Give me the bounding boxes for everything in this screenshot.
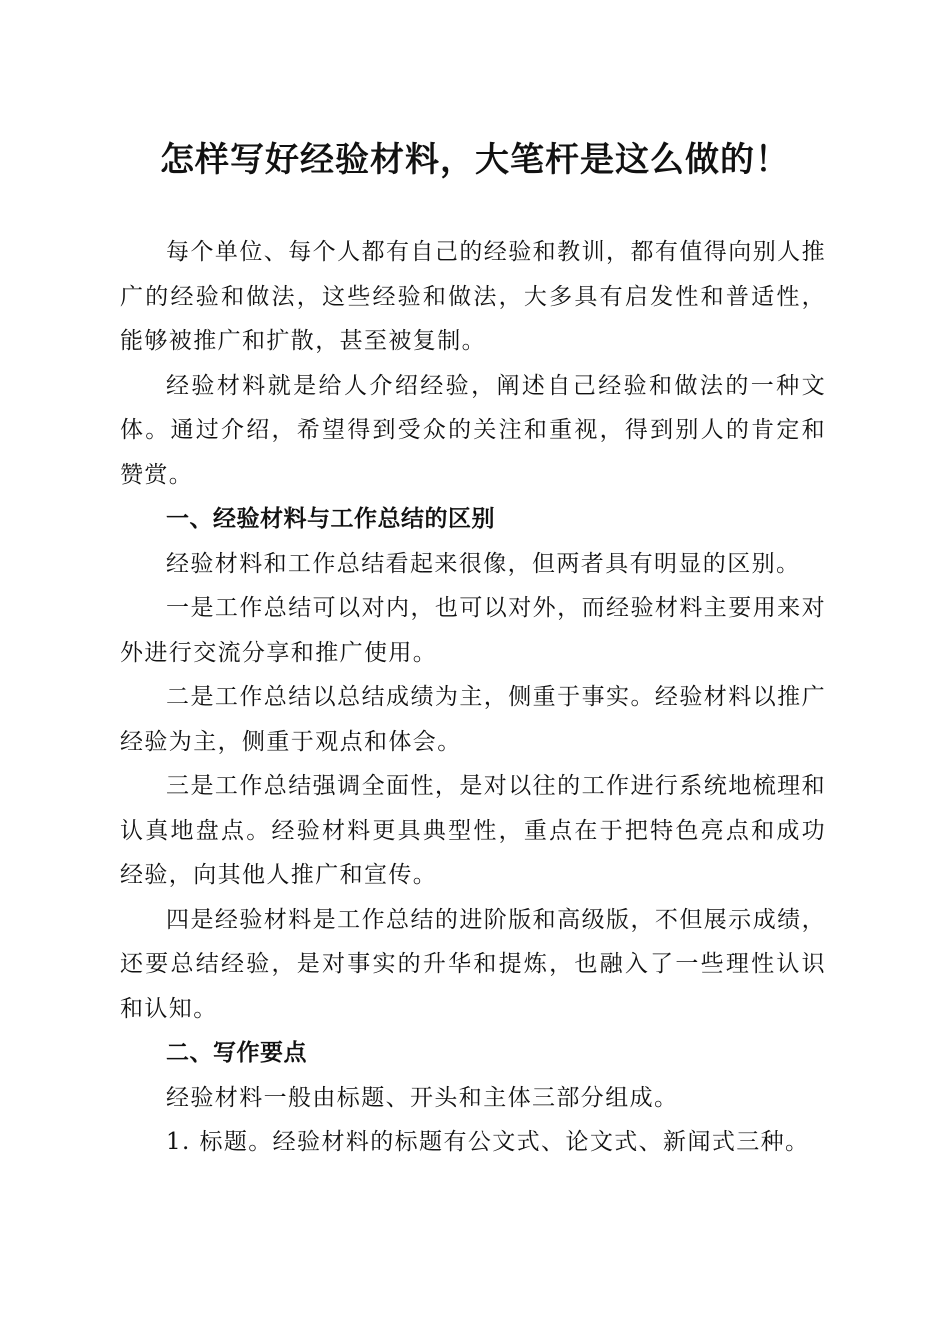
section-heading-differences: 一、经验材料与工作总结的区别 bbox=[166, 506, 495, 532]
section-heading-key-points: 二、写作要点 bbox=[166, 1040, 307, 1066]
paragraph-difference-3: 三是工作总结强调全面性，是对以往的工作进行系统地梳理和认真地盘点。经验材料更具典型性，重点在于把特色亮点和成功经验，向其他人推广和宣传。 bbox=[120, 773, 826, 888]
paragraph-intro: 每个单位、每个人都有自己的经验和教训，都有值得向别人推广的经验和做法，这些经验和做法，大多具有启发性和普适性，能够被推广和扩散，甚至被复制。 bbox=[120, 239, 826, 354]
document-body bbox=[120, 230, 826, 1165]
paragraph-difference-4: 四是经验材料是工作总结的进阶版和高级版，不但展示成绩，还要总结经验，是对事实的升华和提炼，也融入了一些理性认识和认知。 bbox=[120, 906, 826, 1022]
document-title: 怎样写好经验材料，大笔杆是这么做的！ bbox=[160, 140, 790, 180]
paragraph-differences-lead: 经验材料和工作总结看起来很像，但两者具有明显的区别。 bbox=[166, 550, 801, 577]
paragraph-structure: 经验材料一般由标题、开头和主体三部分组成。 bbox=[166, 1084, 679, 1111]
paragraph-title-types: 1. 标题。经验材料的标题有公文式、论文式、新闻式三种。 bbox=[166, 1129, 810, 1155]
paragraph-difference-2: 二是工作总结以总结成绩为主，侧重于事实。经验材料以推广经验为主，侧重于观点和体会。 bbox=[120, 684, 826, 755]
paragraph-difference-1: 一是工作总结可以对内，也可以对外，而经验材料主要用来对外进行交流分享和推广使用。 bbox=[120, 595, 826, 666]
paragraph-definition: 经验材料就是给人介绍经验，阐述自己经验和做法的一种文体。通过介绍，希望得到受众的关注和重视，得到别人的肯定和赞赏。 bbox=[120, 372, 826, 488]
